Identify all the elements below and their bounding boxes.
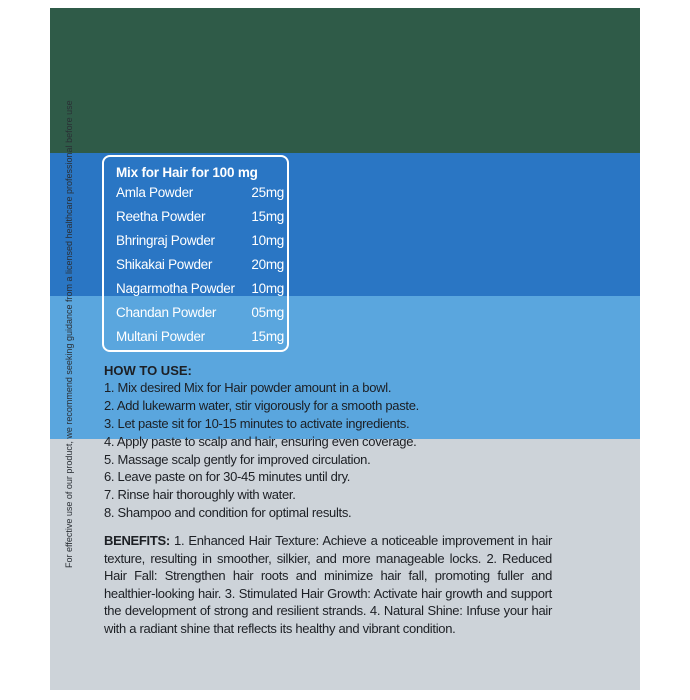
ingredient-amount: 15mg — [251, 209, 284, 224]
band-green — [50, 8, 640, 153]
ingredient-amount: 10mg — [251, 233, 284, 248]
mix-row — [116, 257, 284, 281]
how-to-use-step: 4. Apply paste to scalp and hair, ensuring even coverage. — [104, 433, 417, 449]
ingredient-name: Bhringraj Powder — [116, 233, 215, 248]
ingredient-name: Chandan Powder — [116, 305, 217, 320]
benefits-text: 1. Enhanced Hair Texture: Achieve a noticeable improvement in hair texture, resulting in smoother, silkier, and more manageable locks. 2. Reduced Hair Fall: Strengthen hair roots and minimize hair fall, promoting fuller and healthier-looking hair. 3. Stimulated Hair Growth: Activate hair growth and support the development of strong and resilient strands. 4. Natural Shine: Infuse your hair with a radiant shine that reflects its healthy and vibrant condition. — [104, 533, 553, 636]
ingredient-name: Reetha Powder — [116, 209, 206, 224]
benefits-section — [104, 532, 552, 638]
mix-row — [116, 281, 284, 305]
how-to-use-step: 8. Shampoo and condition for optimal results. — [104, 505, 352, 521]
ingredient-amount: 05mg — [251, 305, 284, 320]
ingredient-name: Shikakai Powder — [116, 257, 213, 272]
how-to-use-step: 6. Leave paste on for 30-45 minutes until dry. — [104, 469, 351, 485]
how-to-use-step: 1. Mix desired Mix for Hair powder amount in a bowl. — [104, 380, 392, 395]
ingredient-name: Multani Powder — [116, 329, 205, 344]
ingredient-amount: 15mg — [251, 329, 284, 344]
how-to-use-step: 7. Rinse hair thoroughly with water. — [104, 487, 296, 503]
mix-title: Mix for Hair for 100 mg — [116, 165, 258, 180]
mix-row — [116, 209, 284, 233]
mix-row — [116, 233, 284, 257]
how-to-use-title: HOW TO USE: — [104, 363, 192, 378]
how-to-use-steps — [104, 379, 624, 522]
how-to-use-step: 5. Massage scalp gently for improved circulation. — [104, 451, 371, 467]
mix-composition-box — [102, 155, 289, 352]
how-to-use-step: 3. Let paste sit for 10-15 minutes to activate ingredients. — [104, 415, 410, 431]
benefits-title: BENEFITS: — [104, 533, 170, 548]
ingredient-amount: 20mg — [251, 257, 284, 272]
ingredient-amount: 10mg — [251, 281, 284, 296]
mix-row — [116, 305, 284, 329]
how-to-use-step: 2. Add lukewarm water, stir vigorously for a smooth paste. — [104, 397, 419, 413]
mix-row — [116, 329, 284, 353]
ingredient-name: Amla Powder — [116, 185, 193, 200]
ingredient-amount: 25mg — [251, 185, 284, 200]
disclaimer-note: For effective use of our product, we recommend seeking guidance from a licensed healthcare professional before use — [64, 100, 74, 568]
ingredient-name: Nagarmotha Powder — [116, 281, 235, 296]
mix-row — [116, 185, 284, 209]
